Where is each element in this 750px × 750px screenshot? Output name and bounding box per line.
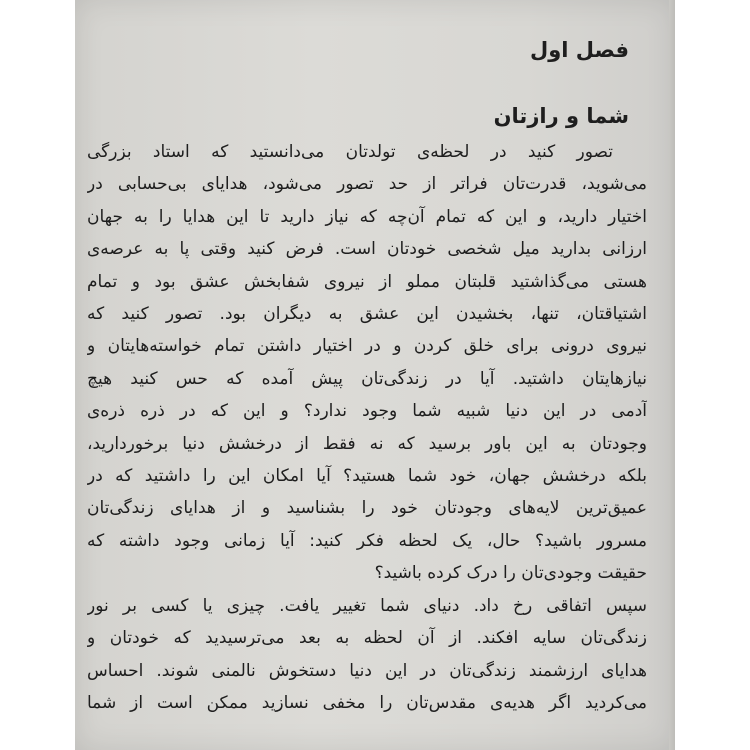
text-line: بلکه درخشش جهان، خود شما هستید؟ آیا امکان این را داشتید که در — [87, 466, 647, 487]
page-edge — [669, 0, 675, 750]
text-line: حقیقت وجودی‌تان را درک کرده باشید؟ — [374, 563, 647, 584]
text-line: آدمی در این دنیا شبیه شما وجود ندارد؟ و این که در ذره ذره‌ی — [87, 401, 647, 422]
text-line: وجودتان به این باور برسید که نه فقط از درخشش دنیا برخوردارید، — [87, 433, 647, 454]
body-text — [87, 136, 647, 719]
text-line: هدایای ارزشمند زندگی‌تان در این دنیا دستخوش نالمنی شوند. احساس — [87, 660, 647, 681]
text-line: سپس اتفاقی رخ داد. دنیای شما تغییر یافت. چیزی یا کسی بر نور — [87, 595, 647, 616]
text-line: نیروی درونی برای خلق کردن و در اختیار داشتن تمام خواسته‌هایتان و — [87, 336, 647, 357]
chapter-title: فصل اول — [530, 38, 629, 62]
text-line: هستی می‌گذاشتید قلبتان مملو از نیروی شفابخش عشق بود و تمام — [87, 271, 647, 292]
book-page — [75, 0, 675, 750]
text-line: زندگی‌تان سایه افکند. از آن لحظه به بعد می‌ترسیدید که خودتان و — [87, 628, 647, 649]
text-line: مسرور باشید؟ حال، یک لحظه فکر کنید: آیا زمانی وجود داشته که — [87, 530, 647, 551]
text-line: نیازهایتان داشتید. آیا در زندگی‌تان پیش آمده که حس کنید هیچ — [87, 368, 647, 389]
text-line: می‌کردید اگر هدیه‌ی مقدس‌تان را مخفی نسازید ممکن است از شما — [87, 692, 647, 713]
text-line: ارزانی بدارید میل شخصی خودتان است. فرض کنید وقتی پا به عرصه‌ی — [87, 239, 647, 260]
text-line: عمیق‌ترین لایه‌های وجودتان خود را بشناسید و از هدایای زندگی‌تان — [87, 498, 647, 519]
paragraph-2 — [87, 590, 647, 720]
text-line: می‌شوید، قدرت‌تان فراتر از حد تصور می‌شود، هدایای بی‌حسابی در — [87, 174, 647, 195]
text-line: تصور کنید در لحظه‌ی تولدتان می‌دانستید که استاد بزرگی — [87, 142, 613, 162]
text-line: اختیار دارید، و این که تمام آن‌چه که نیاز دارید تا این هدایا را به جهان — [87, 206, 647, 227]
text-line: اشتیاقتان، تنها، بخشیدن این عشق به دیگران بود. تصور کنید که — [87, 304, 647, 325]
paragraph-1 — [87, 136, 647, 590]
section-title: شما و رازتان — [493, 104, 629, 128]
